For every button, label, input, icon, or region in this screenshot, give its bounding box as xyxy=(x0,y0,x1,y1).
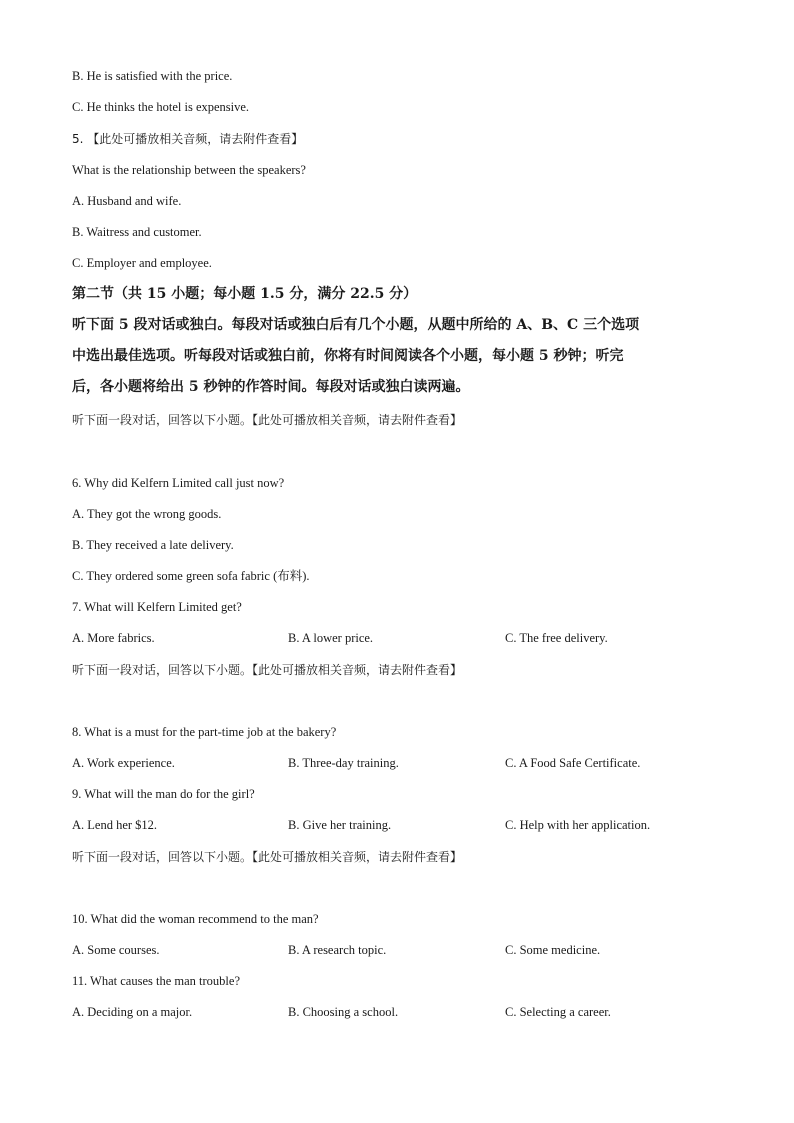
option-8b: B. Three-day training. xyxy=(288,756,399,770)
option-11a: A. Deciding on a major. xyxy=(72,1005,193,1019)
question-10: 10. What did the woman recommend to the man? xyxy=(72,912,319,926)
option-4b: B. He is satisfied with the price. xyxy=(72,69,233,83)
option-9a: A. Lend her $12. xyxy=(72,818,158,832)
option-5a: A. Husband and wife. xyxy=(72,194,182,208)
question-8: 8. What is a must for the part-time job at the bakery? xyxy=(72,725,337,739)
option-11c: C. Selecting a career. xyxy=(505,1005,611,1019)
question-7: 7. What will Kelfern Limited get? xyxy=(72,600,242,614)
option-7b: B. A lower price. xyxy=(288,631,374,645)
question-9: 9. What will the man do for the girl? xyxy=(72,787,255,801)
option-5b: B. Waitress and customer. xyxy=(72,225,202,239)
question-5-audio: 5. 【此处可播放相关音频，请去附件查看】 xyxy=(72,132,304,146)
instruction-line-3: 后，各小题将给出 5 秒钟的作答时间。每段对话或独白读两遍。 xyxy=(72,379,470,395)
option-11b: B. Choosing a school. xyxy=(288,1005,399,1019)
option-6a: A. They got the wrong goods. xyxy=(72,507,222,521)
option-7a: A. More fabrics. xyxy=(72,631,155,645)
option-8c: C. A Food Safe Certificate. xyxy=(505,756,641,770)
option-8a: A. Work experience. xyxy=(72,756,175,770)
option-10b: B. A research topic. xyxy=(288,943,387,957)
option-10a: A. Some courses. xyxy=(72,943,160,957)
option-4c: C. He thinks the hotel is expensive. xyxy=(72,100,250,114)
listen-instruction-1: 听下面一段对话，回答以下小题。【此处可播放相关音频，请去附件查看】 xyxy=(72,413,463,427)
question-6: 6. Why did Kelfern Limited call just now? xyxy=(72,476,285,490)
question-11: 11. What causes the man trouble? xyxy=(72,974,240,988)
option-10c: C. Some medicine. xyxy=(505,943,601,957)
listen-instruction-3: 听下面一段对话，回答以下小题。【此处可播放相关音频，请去附件查看】 xyxy=(72,850,463,864)
question-5-stem: What is the relationship between the speakers? xyxy=(72,163,306,177)
option-6b: B. They received a late delivery. xyxy=(72,538,234,552)
option-5c: C. Employer and employee. xyxy=(72,256,212,270)
listen-instruction-2: 听下面一段对话，回答以下小题。【此处可播放相关音频，请去附件查看】 xyxy=(72,663,463,677)
instruction-line-2: 中选出最佳选项。听每段对话或独白前，你将有时间阅读各个小题，每小题 5 秒钟；听完 xyxy=(72,348,624,364)
option-6c: C. They ordered some green sofa fabric (布料). xyxy=(72,569,310,583)
section-title: 第二节（共 15 小题；每小题 1.5 分，满分 22.5 分） xyxy=(72,286,418,302)
option-9b: B. Give her training. xyxy=(288,818,392,832)
option-9c: C. Help with her application. xyxy=(505,818,651,832)
instruction-line-1: 听下面 5 段对话或独白。每段对话或独白后有几个小题，从题中所给的 A、B、C 三个选项 xyxy=(72,317,640,333)
option-7c: C. The free delivery. xyxy=(505,631,608,645)
